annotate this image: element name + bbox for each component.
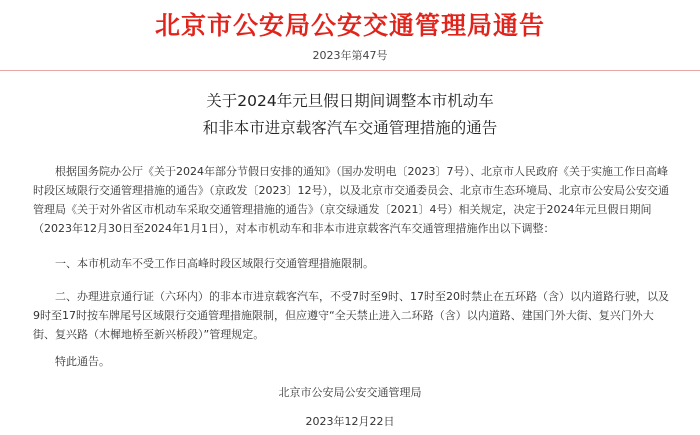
body-paragraph-intro: 根据国务院办公厅《关于2024年部分节假日安排的通知》（国办发明电〔2023〕7号）、北京市人民政府《关于实施工作日高峰时段区域限行交通管理措施的通告》（京政发〔2023〕12号），以及北京市交通委员会、北京市生态环境局、北京市公安局公安交通管理局《关于对外省区市机动车采取交通管理措施的通告》（京交绿通发〔2021〕4号）相关规定，决定于2024年元旦假日期间（2023年12月30日至2024年1月1日），对本市机动车和非本市进京载客汽车交通管理措施作出以下调整： [33,165,669,235]
notice-title-line-2: 和非本市进京载客汽车交通管理措施的通告 [202,119,498,137]
agency-notice-heading: 北京市公安局公安交通管理局通告 [154,11,545,40]
notice-title [0,88,700,142]
body-paragraph-item-1: 一、本市机动车不受工作日高峰时段区域限行交通管理措施限制。 [55,257,374,270]
body-paragraph-item-2: 二、办理进京通行证（六环内）的非本市进京载客汽车，不受7时至9时、17时至20时禁止在五环路（含）以内道路行驶，以及9时至17时按车牌尾号区域限行交通管理措施限制，但应遵守“全天禁止进入二环路（含）以内道路、建国门外大街、复兴门外大街、复兴路（木樨地桥至新兴桥段）”管理规定。 [33,290,669,341]
document-number: 2023年第47号 [312,49,388,62]
header-divider [0,70,700,71]
signature-organization: 北京市公安局公安交通管理局 [278,386,422,399]
signature-date: 2023年12月22日 [305,415,395,428]
body-paragraph-closing: 特此通告。 [55,355,110,368]
notice-title-line-1: 关于2024年元旦假日期间调整本市机动车 [206,92,494,110]
